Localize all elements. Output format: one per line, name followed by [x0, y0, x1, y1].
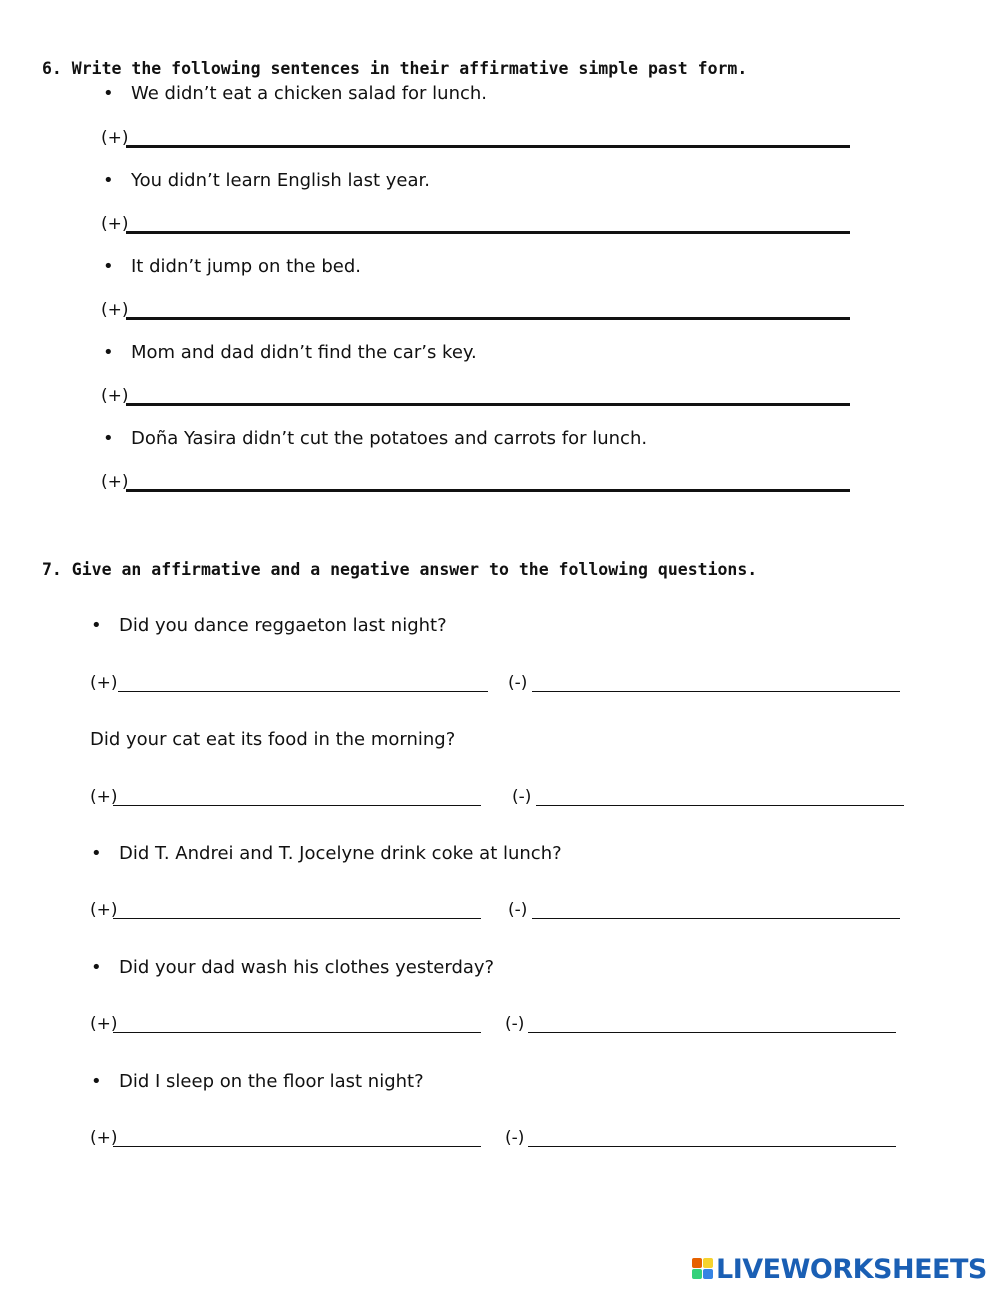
- positive-answer-line-7-2[interactable]: [113, 805, 481, 806]
- answer-line-6-3[interactable]: [126, 317, 850, 320]
- negative-answer-line-7-5[interactable]: [528, 1146, 896, 1147]
- sentence-6-3: It didn’t jump on the bed.: [131, 256, 361, 277]
- positive-mark-7-1: (+): [90, 673, 118, 693]
- negative-answer-line-7-4[interactable]: [528, 1032, 896, 1033]
- question-7-4: Did your dad wash his clothes yesterday?: [119, 957, 495, 978]
- negative-answer-line-7-3[interactable]: [532, 918, 900, 919]
- sentence-6-5: Doña Yasira didn’t cut the potatoes and carrots for lunch.: [131, 428, 648, 449]
- bullet: •: [103, 342, 114, 363]
- bullet: •: [103, 83, 114, 104]
- positive-answer-line-7-4[interactable]: [113, 1032, 481, 1033]
- question-7-1: Did you dance reggaeton last night?: [119, 615, 447, 636]
- answer-line-6-4[interactable]: [126, 403, 850, 406]
- answer-mark-6-1: (+): [101, 128, 129, 148]
- sentence-6-2: You didn’t learn English last year.: [131, 170, 430, 191]
- logo-squares-icon: [692, 1257, 714, 1281]
- positive-answer-line-7-5[interactable]: [113, 1146, 481, 1147]
- negative-mark-7-3: (-): [508, 900, 528, 920]
- sentence-6-1: We didn’t eat a chicken salad for lunch.: [131, 83, 488, 104]
- positive-mark-7-2: (+): [90, 787, 118, 807]
- question-7-5: Did I sleep on the floor last night?: [119, 1071, 424, 1092]
- negative-answer-line-7-1[interactable]: [532, 691, 900, 692]
- positive-answer-line-7-3[interactable]: [113, 918, 481, 919]
- bullet: •: [91, 957, 102, 978]
- bullet: •: [103, 170, 114, 191]
- negative-mark-7-4: (-): [505, 1014, 525, 1034]
- answer-line-6-2[interactable]: [126, 231, 850, 234]
- answer-mark-6-2: (+): [101, 214, 129, 234]
- answer-line-6-5[interactable]: [126, 489, 850, 492]
- question-7-3: Did T. Andrei and T. Jocelyne drink coke at lunch?: [119, 843, 562, 864]
- negative-mark-7-1: (-): [508, 673, 528, 693]
- negative-mark-7-5: (-): [505, 1128, 525, 1148]
- positive-mark-7-5: (+): [90, 1128, 118, 1148]
- bullet: •: [91, 615, 102, 636]
- negative-mark-7-2: (-): [512, 787, 532, 807]
- positive-answer-line-7-1[interactable]: [118, 691, 488, 692]
- bullet: •: [103, 256, 114, 277]
- answer-mark-6-4: (+): [101, 386, 129, 406]
- answer-line-6-1[interactable]: [126, 145, 850, 148]
- bullet: •: [103, 428, 114, 449]
- answer-mark-6-3: (+): [101, 300, 129, 320]
- liveworksheets-logo: [692, 1254, 987, 1284]
- section-6-heading: 6. Write the following sentences in their affirmative simple past form.: [42, 59, 748, 78]
- logo-text: LIVEWORKSHEETS: [716, 1253, 987, 1285]
- negative-answer-line-7-2[interactable]: [536, 805, 904, 806]
- answer-mark-6-5: (+): [101, 472, 129, 492]
- positive-mark-7-3: (+): [90, 900, 118, 920]
- bullet: •: [91, 1071, 102, 1092]
- sentence-6-4: Mom and dad didn’t find the car’s key.: [131, 342, 477, 363]
- bullet: •: [91, 843, 102, 864]
- question-7-2: Did your cat eat its food in the morning?: [90, 729, 456, 750]
- section-7-heading: 7. Give an affirmative and a negative answer to the following questions.: [42, 560, 758, 579]
- positive-mark-7-4: (+): [90, 1014, 118, 1034]
